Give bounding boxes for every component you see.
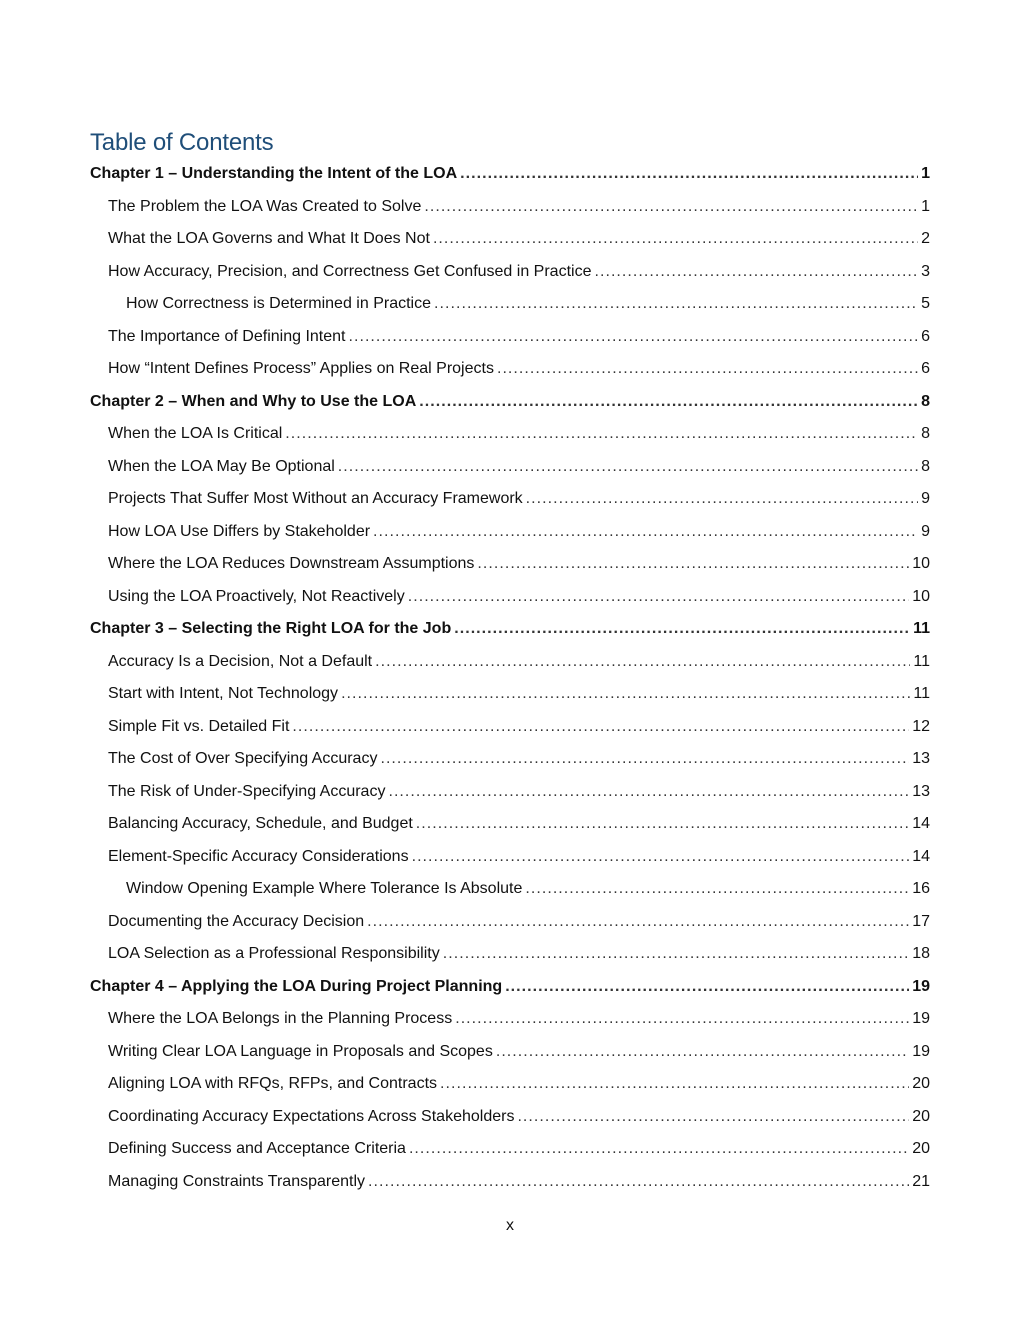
- toc-entry-label[interactable]: Chapter 4 – Applying the LOA During Project Planning: [90, 977, 503, 995]
- dot-leader: [388, 782, 909, 802]
- toc-entry-page-number[interactable]: 8: [921, 457, 930, 475]
- dot-leader: [497, 359, 918, 379]
- toc-entry-page-number[interactable]: 8: [921, 392, 930, 410]
- toc-section-entry[interactable]: [90, 294, 930, 327]
- page-number: x: [506, 1217, 514, 1234]
- toc-entry-page-number[interactable]: 20: [912, 1140, 930, 1157]
- toc-section-entry[interactable]: [90, 912, 930, 945]
- toc-entry-label[interactable]: How Accuracy, Precision, and Correctness Get Confused in Practice: [108, 262, 592, 280]
- dot-leader: [454, 619, 910, 639]
- toc-entry-label[interactable]: Where the LOA Reduces Downstream Assumptions: [108, 555, 475, 572]
- toc-section-entry[interactable]: [90, 1042, 930, 1075]
- toc-entry-page-number[interactable]: 12: [912, 717, 930, 735]
- toc-entry-page-number[interactable]: 13: [912, 750, 930, 767]
- toc-entry-page-number[interactable]: 10: [912, 587, 930, 605]
- toc-entry-label[interactable]: Balancing Accuracy, Schedule, and Budget: [108, 815, 413, 832]
- dot-leader: [373, 522, 918, 542]
- dot-leader: [434, 294, 918, 314]
- dot-leader: [460, 164, 918, 184]
- toc-section-entry[interactable]: [90, 749, 930, 782]
- toc-chapter-entry[interactable]: [90, 619, 930, 652]
- toc-entry-page-number[interactable]: 19: [912, 1042, 930, 1060]
- dot-leader: [525, 879, 909, 899]
- toc-section-entry[interactable]: [90, 1139, 930, 1172]
- toc-entry-label[interactable]: Using the LOA Proactively, Not Reactively: [108, 587, 405, 605]
- dot-leader: [440, 1074, 909, 1094]
- dot-leader: [443, 944, 909, 964]
- toc-section-entry[interactable]: [90, 197, 930, 230]
- toc-entry-label[interactable]: Managing Constraints Transparently: [108, 1172, 366, 1190]
- toc-entry-page-number[interactable]: 17: [912, 912, 930, 930]
- toc-section-entry[interactable]: [90, 847, 930, 880]
- toc-entry-page-number[interactable]: 11: [913, 685, 930, 702]
- dot-leader: [496, 1042, 909, 1062]
- toc-entry-label[interactable]: Start with Intent, Not Technology: [108, 685, 339, 702]
- dot-leader: [416, 814, 909, 834]
- toc-entry-page-number[interactable]: 16: [912, 880, 930, 897]
- toc-section-entry[interactable]: [90, 1172, 930, 1205]
- dot-leader: [526, 489, 918, 509]
- toc-section-entry[interactable]: [90, 262, 930, 295]
- toc-section-entry[interactable]: [90, 522, 930, 555]
- toc-entry-page-number[interactable]: 1: [921, 165, 930, 182]
- toc-section-entry[interactable]: [90, 457, 930, 490]
- toc-section-entry[interactable]: [90, 489, 930, 522]
- dot-leader: [285, 424, 918, 444]
- toc-section-entry[interactable]: [90, 944, 930, 977]
- dot-leader: [409, 1139, 909, 1159]
- toc-entry-page-number[interactable]: 19: [912, 977, 930, 995]
- dot-leader: [594, 262, 918, 282]
- toc-list: [90, 164, 930, 1204]
- toc-entry-label[interactable]: The Cost of Over Specifying Accuracy: [108, 750, 378, 767]
- toc-entry-label[interactable]: Element-Specific Accuracy Considerations: [108, 847, 409, 865]
- toc-entry-page-number[interactable]: 11: [913, 620, 930, 637]
- toc-section-entry[interactable]: [90, 717, 930, 750]
- dot-leader: [348, 327, 918, 347]
- dot-leader: [367, 912, 909, 932]
- dot-leader: [505, 977, 909, 997]
- toc-page: [90, 128, 930, 1204]
- toc-entry-label[interactable]: LOA Selection as a Professional Responsibility: [108, 945, 440, 962]
- toc-section-entry[interactable]: [90, 327, 930, 360]
- toc-chapter-entry[interactable]: [90, 977, 930, 1010]
- dot-leader: [380, 749, 909, 769]
- dot-leader: [292, 717, 909, 737]
- dot-leader: [477, 554, 909, 574]
- toc-entry-label[interactable]: Chapter 2 – When and Why to Use the LOA: [90, 392, 417, 410]
- toc-entry-label[interactable]: When the LOA May Be Optional: [108, 457, 335, 475]
- dot-leader: [408, 587, 909, 607]
- toc-entry-label[interactable]: How “Intent Defines Process” Applies on Real Projects: [108, 360, 494, 377]
- toc-entry-page-number[interactable]: 9: [921, 522, 930, 540]
- toc-entry-label[interactable]: Where the LOA Belongs in the Planning Process: [108, 1010, 453, 1027]
- toc-entry-label[interactable]: The Importance of Defining Intent: [108, 327, 346, 345]
- dot-leader: [412, 847, 910, 867]
- toc-entry-label[interactable]: What the LOA Governs and What It Does Not: [108, 230, 430, 247]
- toc-title: Table of Contents: [90, 129, 274, 156]
- toc-section-entry[interactable]: [90, 587, 930, 620]
- dot-leader: [368, 1172, 909, 1192]
- toc-entry-label[interactable]: How LOA Use Differs by Stakeholder: [108, 522, 371, 540]
- toc-entry-page-number[interactable]: 20: [912, 1107, 930, 1125]
- toc-entry-label[interactable]: How Correctness is Determined in Practice: [126, 295, 431, 312]
- toc-entry-page-number[interactable]: 10: [912, 555, 930, 572]
- toc-entry-label[interactable]: The Risk of Under-Specifying Accuracy: [108, 782, 386, 800]
- toc-section-entry[interactable]: [90, 1009, 930, 1042]
- toc-entry-page-number[interactable]: 14: [912, 847, 930, 865]
- dot-leader: [517, 1107, 909, 1127]
- toc-entry-label[interactable]: Chapter 3 – Selecting the Right LOA for the Job: [90, 620, 452, 637]
- toc-entry-label[interactable]: When the LOA Is Critical: [108, 425, 283, 442]
- toc-entry-page-number[interactable]: 20: [912, 1075, 930, 1092]
- toc-section-entry[interactable]: [90, 229, 930, 262]
- dot-leader: [338, 457, 918, 477]
- toc-entry-page-number[interactable]: 18: [912, 945, 930, 962]
- toc-section-entry[interactable]: [90, 424, 930, 457]
- toc-entry-page-number[interactable]: 19: [912, 1010, 930, 1027]
- toc-entry-label[interactable]: Chapter 1 – Understanding the Intent of the LOA: [90, 165, 458, 182]
- toc-entry-label[interactable]: Coordinating Accuracy Expectations Across Stakeholders: [108, 1107, 515, 1125]
- toc-section-entry[interactable]: [90, 879, 930, 912]
- toc-section-entry[interactable]: [90, 684, 930, 717]
- toc-entry-page-number[interactable]: 21: [912, 1172, 930, 1190]
- toc-entry-label[interactable]: Aligning LOA with RFQs, RFPs, and Contracts: [108, 1075, 438, 1092]
- toc-entry-label[interactable]: Accuracy Is a Decision, Not a Default: [108, 652, 373, 670]
- toc-section-entry[interactable]: [90, 1074, 930, 1107]
- toc-entry-label[interactable]: Documenting the Accuracy Decision: [108, 912, 365, 930]
- toc-entry-page-number[interactable]: 8: [921, 425, 930, 442]
- dot-leader: [455, 1009, 909, 1029]
- toc-entry-page-number[interactable]: 11: [913, 652, 930, 670]
- toc-chapter-entry[interactable]: [90, 392, 930, 425]
- toc-entry-label[interactable]: Defining Success and Acceptance Criteria: [108, 1140, 406, 1157]
- toc-entry-page-number[interactable]: 5: [921, 295, 930, 312]
- toc-entry-label[interactable]: Simple Fit vs. Detailed Fit: [108, 717, 290, 735]
- toc-section-entry[interactable]: [90, 782, 930, 815]
- toc-entry-page-number[interactable]: 6: [921, 360, 930, 377]
- toc-section-entry[interactable]: [90, 554, 930, 587]
- toc-section-entry[interactable]: [90, 359, 930, 392]
- toc-entry-page-number[interactable]: 9: [921, 490, 930, 507]
- toc-section-entry[interactable]: [90, 814, 930, 847]
- toc-entry-page-number[interactable]: 13: [912, 782, 930, 800]
- toc-entry-page-number[interactable]: 3: [921, 262, 930, 280]
- toc-entry-page-number[interactable]: 1: [921, 197, 930, 215]
- toc-entry-label[interactable]: Window Opening Example Where Tolerance Is Absolute: [126, 880, 523, 897]
- dot-leader: [341, 684, 910, 704]
- dot-leader: [375, 652, 910, 672]
- dot-leader: [433, 229, 918, 249]
- toc-entry-label[interactable]: Writing Clear LOA Language in Proposals and Scopes: [108, 1042, 493, 1060]
- toc-entry-page-number[interactable]: 14: [912, 815, 930, 832]
- dot-leader: [424, 197, 918, 217]
- toc-section-entry[interactable]: [90, 652, 930, 685]
- toc-entry-label[interactable]: The Problem the LOA Was Created to Solve: [108, 197, 422, 215]
- dot-leader: [419, 392, 918, 412]
- toc-section-entry[interactable]: [90, 1107, 930, 1140]
- toc-entry-page-number[interactable]: 2: [921, 230, 930, 247]
- toc-entry-page-number[interactable]: 6: [921, 327, 930, 345]
- toc-entry-label[interactable]: Projects That Suffer Most Without an Accuracy Framework: [108, 490, 523, 507]
- toc-chapter-entry[interactable]: [90, 164, 930, 197]
